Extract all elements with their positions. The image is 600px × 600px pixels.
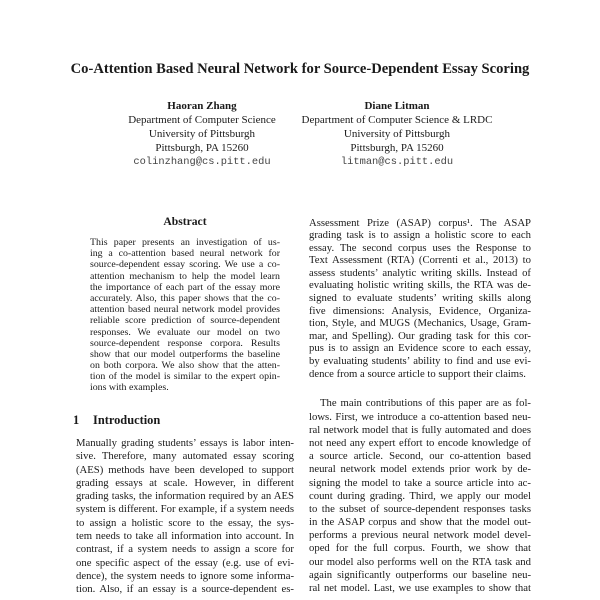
text-line: ing a co-attention based neural network for (90, 248, 280, 260)
text-line: on both corpora. We also show that the atten- (90, 360, 280, 372)
text-line: source-dependent essay scoring. We use a co- (90, 259, 280, 271)
text-line: tion. Also, if an essay is a source-dependent es- (76, 583, 294, 596)
text-line: tion of the model is similar to the expert opin- (90, 371, 280, 383)
text-line: signed to evaluate students’ writing skills along (309, 292, 531, 305)
text-line: lows. First, we introduce a co-attention based neu- (309, 410, 531, 423)
text-line: neural network model extends prior work by de- (309, 463, 531, 476)
section-title: Introduction (93, 413, 161, 427)
text-line: source-dependent response corpora. Results (90, 337, 280, 349)
text-line: to assign a holistic score to the essay, the sys- (76, 516, 294, 529)
text-line: attention mechanism to help the model learn (90, 270, 280, 282)
text-line: Manually grading students’ essays is labor inten- (76, 437, 294, 449)
author-email: litman@cs.pitt.edu (340, 156, 454, 168)
text-line: (AES) methods have been developed to support (76, 463, 294, 476)
author-department: Department of Computer Science & LRDC (301, 114, 493, 126)
text-line: assess students’ analytic writing skills. Instead of (309, 266, 531, 279)
text-line: attention based neural network model provides (90, 304, 280, 316)
text-line: the importance of each part of the essay more (90, 281, 280, 293)
text-line: contrast, if a system needs to assign a score for (76, 543, 294, 556)
text-line: tem needs to take all information into account. In (76, 530, 294, 543)
text-line: This paper presents an investigation of us- (90, 237, 280, 248)
text-line: sive. Therefore, many automated essay scoring (76, 450, 294, 463)
text-line: accurately. Also, this paper shows that the co- (90, 292, 280, 304)
abstract-text (90, 237, 280, 394)
text-line: again significantly outperforms our baseline neu- (309, 568, 531, 581)
text-line: count during grading. Third, we apply our model (309, 489, 531, 502)
author-block-1 (92, 99, 312, 169)
text-line: not need any expert effort to encode knowledge of (309, 436, 531, 449)
author-email: colinzhang@cs.pitt.edu (133, 156, 271, 168)
author-address: Pittsburgh, PA 15260 (350, 142, 444, 154)
section-heading-introduction (73, 413, 160, 428)
text-line: Text Assessment (RTA) (Correnti et al., 2013) to (309, 254, 531, 267)
text-line: tion, Style, and MUGS (Mechanics, Usage, Gram- (309, 317, 531, 330)
paper-title: Co-Attention Based Neural Network for Source-Dependent Essay Scoring (70, 61, 530, 77)
author-name: Diane Litman (364, 100, 430, 112)
text-line: ions with examples. (90, 382, 169, 394)
author-block-2 (287, 99, 507, 169)
text-line: five dimensions: Analysis, Evidence, Organiza- (309, 304, 531, 317)
text-line: grading tasks, the information required by an AES (76, 490, 294, 503)
text-line: mar, and Spelling). Our grading task for this cor- (309, 329, 531, 342)
text-line: a source article. Second, our co-attention based (309, 450, 531, 463)
right-column-paragraph-2 (309, 397, 531, 595)
author-university: University of Pittsburgh (343, 128, 451, 140)
section-number: 1 (73, 413, 80, 427)
text-line: one specific aspect of the essay (e.g. use of evi- (76, 556, 294, 569)
text-line: grading essays at scale. However, in different (76, 476, 294, 489)
text-line: ral network model that is fully automated and does (309, 423, 531, 436)
abstract-heading: Abstract (163, 215, 207, 228)
text-line: responses. We evaluate our model on two (90, 326, 280, 338)
text-line: essay. The second corpus uses the Response to (309, 241, 531, 254)
text-line: reliable score prediction of source-dependent (90, 315, 280, 327)
text-line: our model also performs well on the RTA task and (309, 555, 531, 568)
text-line: grading task is to assign a holistic score to each (309, 229, 531, 242)
text-line: pus is to assign an Evidence score to each essay, (309, 342, 531, 355)
text-line: The main contributions of this paper are as fol- (320, 397, 531, 410)
text-line: in the ASAP corpus and show that the model out- (309, 516, 531, 529)
text-line: Assessment Prize (ASAP) corpus¹. The ASAP (309, 216, 531, 229)
introduction-text (76, 437, 294, 597)
author-name: Haoran Zhang (167, 100, 237, 112)
author-university: University of Pittsburgh (148, 128, 256, 140)
text-line: evaluating holistic writing skills, the RTA was de- (309, 279, 531, 292)
text-line: system is different. For example, if a system needs (76, 503, 294, 516)
text-line: performs a previous neural network model devel- (309, 529, 531, 542)
author-department: Department of Computer Science (128, 114, 276, 126)
text-line: ral net model. Last, we use examples to show that (309, 582, 531, 595)
text-line: by evaluating students’ ability to find and use evi- (309, 355, 531, 368)
text-line: to the subset of source-dependent responses tasks (309, 502, 531, 515)
text-line: dence), the system needs to ignore some informa- (76, 569, 294, 582)
text-line: signing the model to take a source article into ac- (309, 476, 531, 489)
text-line: show that our model outperforms the baseline (90, 348, 280, 360)
text-line: dence from a source article to support their claims. (309, 367, 526, 380)
right-column-paragraph-1 (309, 217, 531, 381)
text-line: oped for the full corpus. Fourth, we show that (309, 542, 531, 555)
author-address: Pittsburgh, PA 15260 (155, 142, 249, 154)
